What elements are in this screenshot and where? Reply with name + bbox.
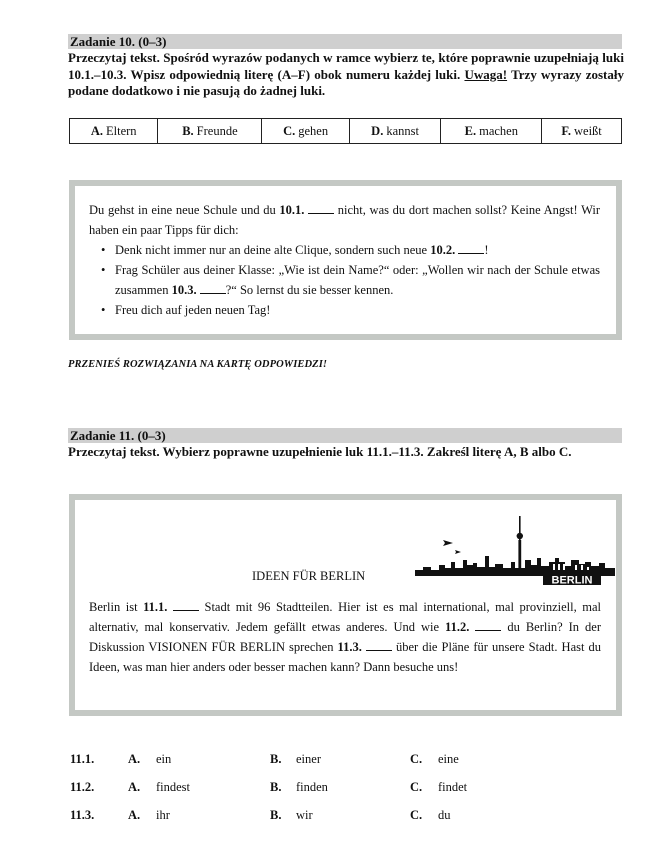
option-b: B. Freunde <box>158 119 262 144</box>
option-a: A. Eltern <box>70 119 158 144</box>
option-f: F. weißt <box>542 119 622 144</box>
tip-item: • Denk nicht immer nur an deine alte Clique, sondern such neue 10.2. ! <box>115 240 600 260</box>
gap-11-1: 11.1. <box>143 600 168 614</box>
answer-row: 11.3. A. ihr B. wir C. du <box>70 808 451 822</box>
tip-item: • Freu dich auf jeden neuen Tag! <box>115 300 600 320</box>
gap-10-1-blank <box>308 201 334 214</box>
task10-intro: Du gehst in eine neue Schule und du 10.1. nicht, was du dort machen sollst? Keine Angst! Wir haben ein paar Tipps für dich: <box>89 203 600 237</box>
answer-row: 11.2. A. findest B. finden C. findet <box>70 780 468 794</box>
berlin-article-title: IDEEN FÜR BERLIN <box>252 569 366 583</box>
task10-instruction <box>68 50 624 100</box>
task11-instruction: Przeczytaj tekst. Wybierz poprawne uzupełnienie luk 11.1.–11.3. Zakreśl literę A, B albo C. <box>68 444 572 459</box>
tip-item: • Frag Schüler aus deiner Klasse: „Wie ist dein Name?“ oder: „Wollen wir nach der Schule etwas zusammen 10.3. ?“ So lernst du sie besser kennen. <box>115 260 600 300</box>
answer-option[interactable]: C. <box>410 752 423 766</box>
berlin-skyline-logo <box>415 510 615 590</box>
task11-header: Zadanie 11. (0–3) <box>68 428 622 443</box>
gap-10-3-blank <box>200 281 226 294</box>
answer-option[interactable]: A. <box>128 752 141 766</box>
task10-instruction-text: Przeczytaj tekst. Spośród wyrazów podanych w ramce wybierz te, które poprawnie uzupełniają luki 10.1.–10.3. Wpisz odpowiednią literę (A–F) obok numeru każdej luki. <box>68 50 624 82</box>
gap-10-1: 10.1. <box>279 203 305 217</box>
gap-10-3: 10.3. <box>171 283 197 297</box>
option-e: E. machen <box>441 119 542 144</box>
task10-header: Zadanie 10. (0–3) <box>68 34 622 49</box>
gap-11-3-blank <box>366 638 392 651</box>
option-d: D. kannst <box>349 119 441 144</box>
answer-option[interactable]: B. <box>270 808 282 822</box>
answer-option[interactable]: A. <box>128 808 141 822</box>
answer-option[interactable]: C. <box>410 780 423 794</box>
word-options-table <box>69 118 622 144</box>
gap-10-2-blank <box>458 241 484 254</box>
gap-10-2: 10.2. <box>430 243 456 257</box>
answer-option[interactable]: B. <box>270 752 282 766</box>
task10-note-text: Trzy wyrazy zostały podane dodatkowo i nie pasują do żadnej luki. <box>68 66 624 98</box>
tips-list <box>89 240 600 320</box>
task10-text <box>89 200 600 320</box>
berlin-logo-text: BERLIN <box>551 574 593 587</box>
task10-text-frame <box>69 180 622 340</box>
answer-option[interactable]: A. <box>128 780 141 794</box>
task11-text-frame <box>69 494 622 716</box>
answer-options <box>70 752 570 836</box>
answer-option[interactable]: B. <box>270 780 282 794</box>
transfer-note: PRZENIEŚ ROZWIĄZANIA NA KARTĘ ODPOWIEDZI! <box>68 359 328 370</box>
gap-11-2: 11.2. <box>445 620 470 634</box>
gap-11-1-blank <box>173 598 199 611</box>
task11-text: Berlin ist 11.1. Stadt mit 96 Stadtteilen. Hier ist es mal international, mal provinziell, mal alternativ, mal konservativ. Jedem gefällt etwas anderes. Und wie 11.2. du Berlin? In der Diskussion VISIONEN FÜR BERLIN sprechen 11.3. über die Pläne für unsere Stadt. Hast du Ideen, was man hier anders oder besser machen kann? Dann besuche uns! <box>89 600 602 674</box>
gap-11-2-blank <box>475 618 501 631</box>
gap-11-3: 11.3. <box>337 640 362 654</box>
task10-note-label: Uwaga! <box>464 66 508 82</box>
answer-option[interactable]: C. <box>410 808 423 822</box>
answer-row: 11.1. A. ein B. einer C. eine <box>70 752 459 766</box>
option-c: C. gehen <box>262 119 349 144</box>
